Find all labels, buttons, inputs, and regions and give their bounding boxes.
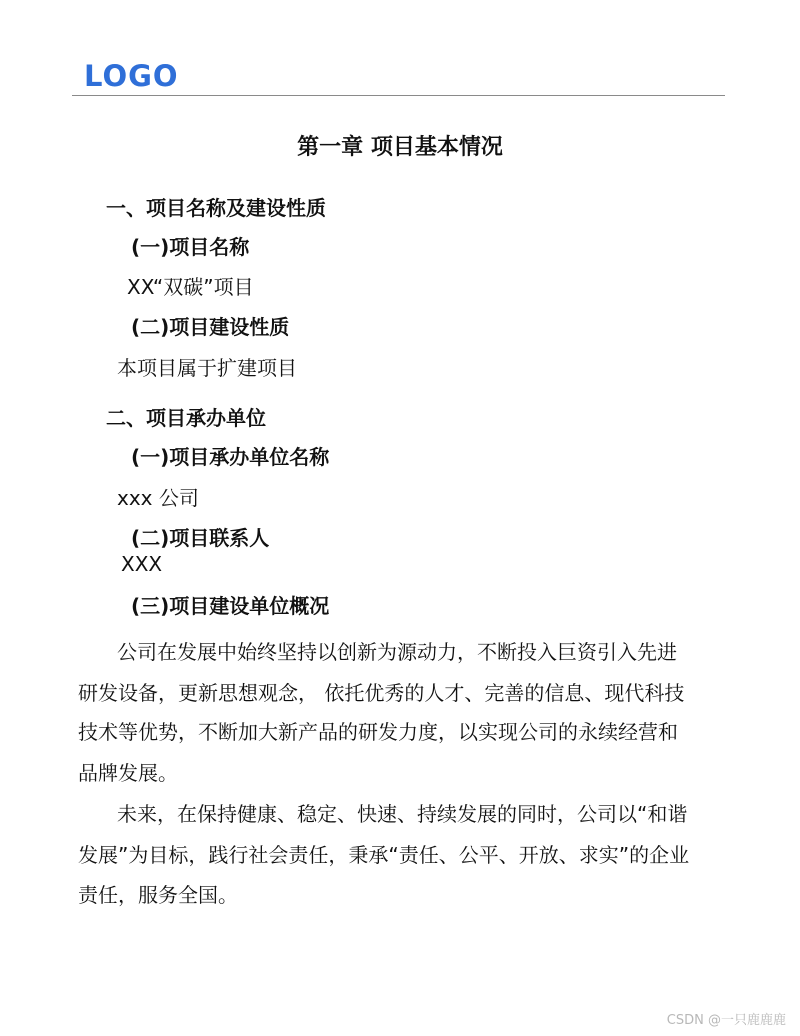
subsection-heading: (二)项目建设性质: [131, 315, 290, 339]
paragraph-line: 技术等优势，不断加大新产品的研发力度，以实现公司的永续经营和: [78, 720, 678, 744]
project-nature-text: 本项目属于扩建项目: [117, 356, 297, 380]
subsection-heading: (三)项目建设单位概况: [131, 594, 330, 618]
chapter-title: 第一章 项目基本情况: [297, 135, 503, 160]
project-name-text: XX“双碳”项目: [127, 275, 254, 299]
subsection-heading: (一)项目名称: [131, 235, 250, 259]
paragraph-line: 品牌发展。: [78, 761, 178, 785]
paragraph-line: 责任，服务全国。: [78, 883, 238, 907]
subsection-heading: (一)项目承办单位名称: [131, 445, 330, 469]
company-name-text: xxx 公司: [117, 486, 199, 510]
paragraph-line: 研发设备，更新思想观念， 依托优秀的人才、完善的信息、现代科技: [78, 681, 685, 705]
paragraph-line: 未来，在保持健康、稳定、快速、持续发展的同时，公司以“和谐: [117, 802, 688, 826]
paragraph-line: 公司在发展中始终坚持以创新为源动力，不断投入巨资引入先进: [117, 640, 677, 664]
section-heading: 二、项目承办单位: [106, 406, 266, 430]
section-heading: 一、项目名称及建设性质: [106, 196, 326, 220]
subsection-heading: (二)项目联系人: [131, 526, 270, 550]
contact-person-text: XXX: [121, 552, 163, 576]
watermark: CSDN @一只鹿鹿鹿: [666, 1013, 786, 1028]
paragraph-line: 发展”为目标，践行社会责任，秉承“责任、公平、开放、求实”的企业: [78, 843, 690, 867]
logo: LOGO: [84, 59, 179, 93]
header-divider: [72, 95, 725, 96]
